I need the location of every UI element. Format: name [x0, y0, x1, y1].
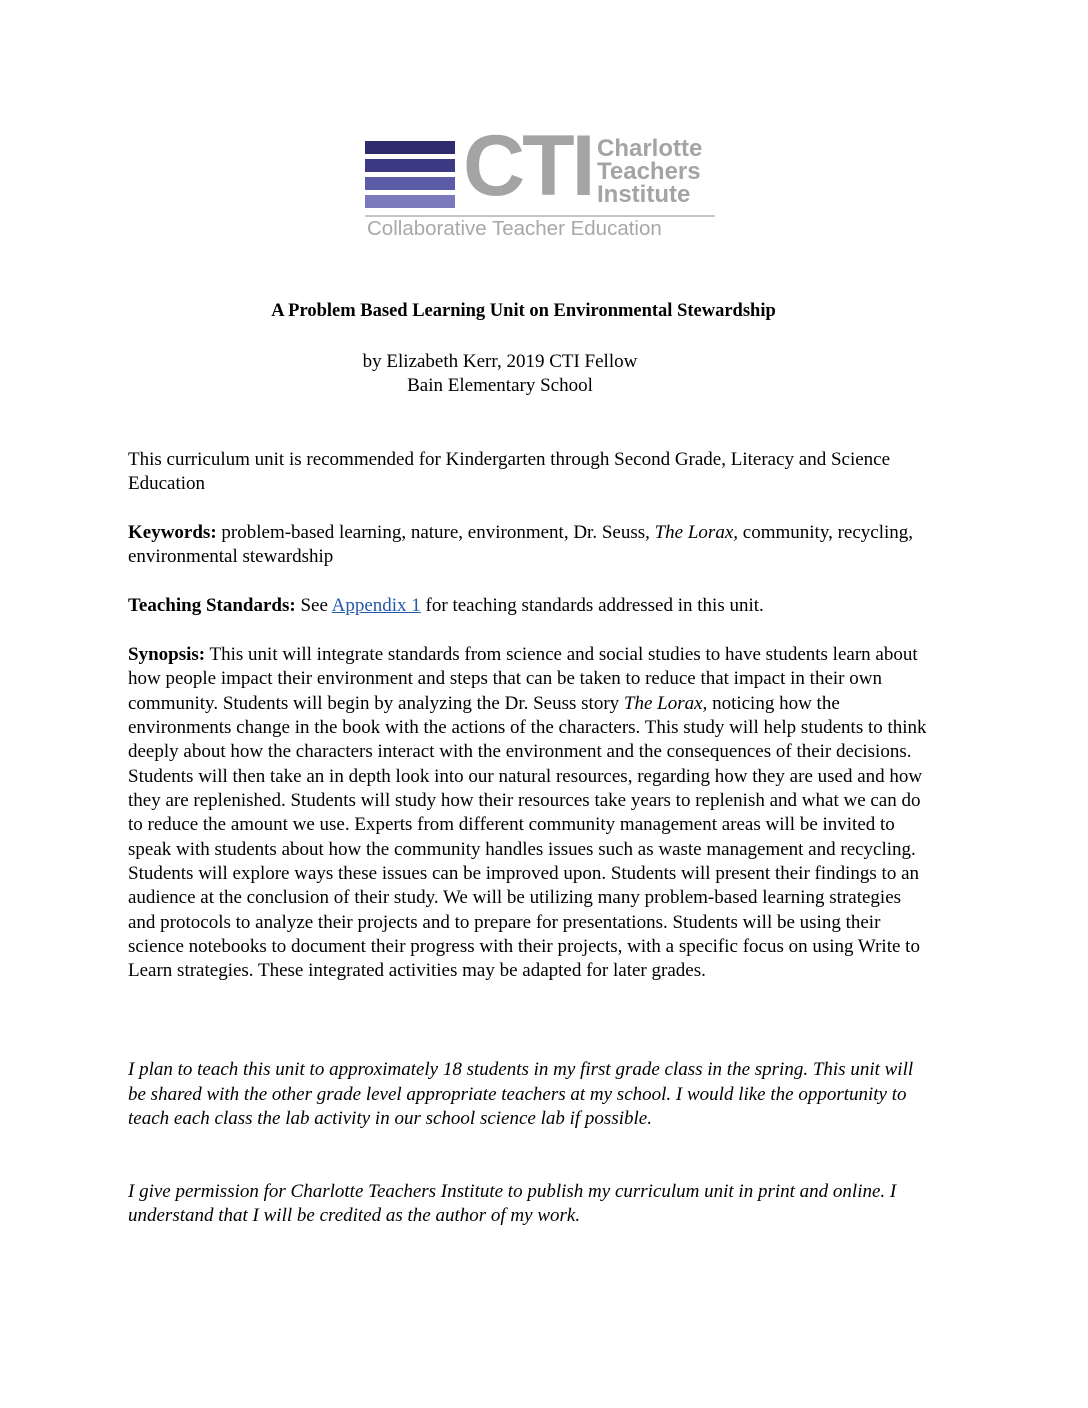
logo-bar [365, 141, 455, 154]
plan-text: I plan to teach this unit to approximately 18 students in my first grade class in the spring. This unit will be shared with the other grade level appropriate teachers at my school. I would like the opportunity to teach each class the lab activity in our school science lab if possible. [128, 1059, 914, 1129]
logo-org-line: Institute [597, 181, 691, 208]
synopsis-text-continued: noticing how the environments change in the book with the actions of the characters. This study will help students to think deeply about how the characters interact with the environment and the consequences of their decisions. Students will then take an in depth look into our natural resources, regarding how they are used and how they are replenished. Students will study how their resources take years to replenish and what we can do to reduce the amount we use. Experts from different community management areas will be invited to speak with students about how the community handles issues such as waste management and recycling. Students will explore ways these issues can be improved upon. Students will present their findings to an audience at the conclusion of their study. We will be utilizing many problem-based learning strategies and protocols to analyze their projects and to prepare for presentations. Students will be using their science notebooks to document their progress with their projects, with a specific focus on using Write to Learn strategies. These integrated activities may be adapted for later grades. [128, 692, 927, 982]
logo-tagline: Collaborative Teacher Education [367, 217, 662, 240]
school-name: Bain Elementary School [407, 375, 593, 396]
logo-abbreviation: CTI [463, 118, 593, 214]
standards-label: Teaching Standards: [128, 595, 296, 616]
synopsis-paragraph [128, 643, 928, 984]
plan-paragraph [128, 1058, 928, 1132]
keywords-text-continued: community, recycling, environmental stewardship [128, 522, 914, 568]
logo-org-line: Charlotte [597, 135, 703, 162]
appendix-1-link[interactable]: Appendix 1 [331, 595, 421, 616]
recommendation-paragraph [128, 448, 928, 497]
cti-logo [365, 118, 725, 243]
permission-paragraph [128, 1180, 928, 1229]
synopsis-text: This unit will integrate standards from science and social studies to have students learn about how people impact their environment and steps that can be taken to reduce that impact in their own community. Students will begin by analyzing the Dr. Seuss story [128, 644, 918, 714]
logo-org-line: Teachers [597, 158, 701, 185]
document-title: A Problem Based Learning Unit on Environmental Stewardship [271, 301, 776, 321]
keywords-label: Keywords: [128, 522, 217, 543]
logo-bar [365, 195, 455, 208]
synopsis-book-title: The Lorax, [623, 692, 708, 714]
author-line: by Elizabeth Kerr, 2019 CTI Fellow [362, 351, 638, 372]
standards-paragraph [128, 594, 928, 618]
logo-org-name [597, 137, 702, 206]
synopsis-label: Synopsis: [128, 644, 206, 665]
logo-bar [365, 159, 455, 172]
recommendation-text: This curriculum unit is recommended for Kindergarten through Second Grade, Literacy and Science Education [128, 449, 891, 495]
keywords-paragraph [128, 521, 928, 570]
keywords-text: problem-based learning, nature, environment, Dr. Seuss, [216, 522, 655, 543]
keywords-book-title: The Lorax, [654, 522, 739, 543]
logo-bar [365, 177, 455, 190]
standards-prefix: See [295, 595, 332, 616]
permission-text: I give permission for Charlotte Teachers Institute to publish my curriculum unit in print and online. I understand that I will be credited as the author of my work. [128, 1181, 897, 1227]
standards-suffix: for teaching standards addressed in this unit. [420, 595, 764, 616]
